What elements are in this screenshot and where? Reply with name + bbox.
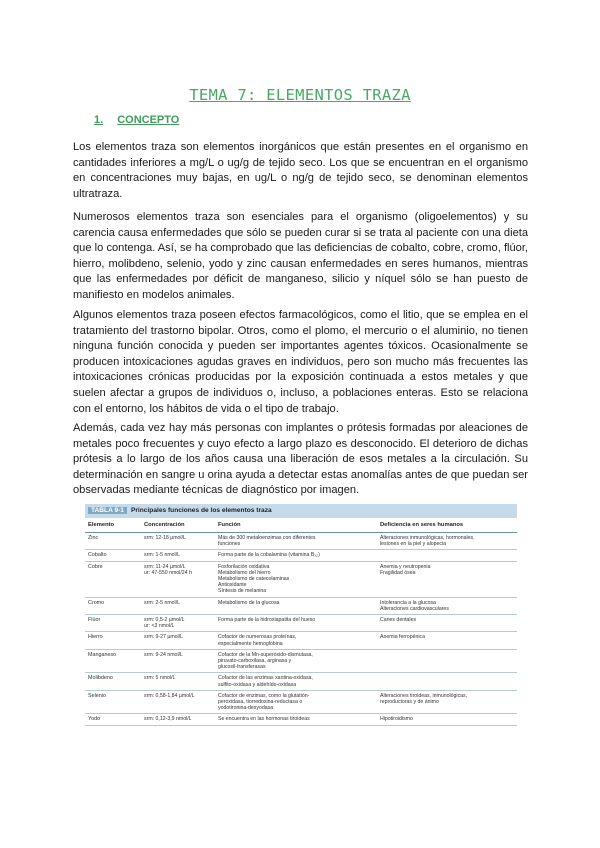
- table-row: [85, 597, 517, 614]
- table-row: [85, 649, 517, 673]
- cell-concentration: srm: 11-24 µmol/L ur: 47-550 nmol/24 h: [141, 561, 215, 597]
- table-row: [85, 550, 517, 561]
- cell-function: Metabolismo de la glucosa: [215, 597, 377, 614]
- cell-concentration: srm: 0,12-3,9 nmol/L: [141, 714, 215, 725]
- cell-function: Se encuentra en las hormonas tiroideas: [215, 714, 377, 725]
- table-row: [85, 714, 517, 725]
- table-caption: [85, 504, 517, 518]
- table-row: [85, 690, 517, 714]
- section-title: CONCEPTO: [117, 114, 180, 126]
- cell-function: Forma parte de la cobalamina (vitamina B₁₂): [215, 550, 377, 561]
- cell-element: Manganeso: [85, 649, 141, 673]
- cell-element: Cobre: [85, 561, 141, 597]
- cell-deficiency: Alteraciones inmunológicas, hormonales, lesiones en la piel y alopecia: [377, 533, 517, 550]
- page-title: TEMA 7: ELEMENTOS TRAZA: [189, 86, 411, 104]
- cell-deficiency: Intolerancia a la glucosa Alteraciones cardiovasculares: [377, 597, 517, 614]
- cell-element: Yodo: [85, 714, 141, 725]
- cell-deficiency: [377, 673, 517, 690]
- cell-function: Cofactor de la Mn-superóxido-dismutasa, piruvato-carboxilasa, arginasa y glucosil-transferasas: [215, 649, 377, 673]
- cell-function: Cofactor de enzimas, como la glutatión- peroxidasa, tiorredoxina-reductasa o yodotironina-desyodasa: [215, 690, 377, 714]
- table-title: Principales funciones de los elementos traza: [130, 507, 272, 514]
- cell-concentration: srm: 9-27 µmol/L: [141, 632, 215, 649]
- cell-deficiency: Hipotiroidismo: [377, 714, 517, 725]
- cell-concentration: srm: 0,58-1,84 µmol/L: [141, 690, 215, 714]
- cell-element: Selenio: [85, 690, 141, 714]
- cell-function: Forma parte de la hidroxiapatita del hueso: [215, 615, 377, 632]
- cell-deficiency: Anemia ferropénica: [377, 632, 517, 649]
- cell-element: Molibdeno: [85, 673, 141, 690]
- table-header-row: [85, 518, 517, 533]
- section-heading: [94, 114, 179, 126]
- header-function: Función: [215, 518, 377, 533]
- table-row: [85, 632, 517, 649]
- cell-concentration: srm: 0,5-2 µmol/L ur: <3 nmol/L: [141, 615, 215, 632]
- cell-deficiency: Anemia y neutropenia Fragilidad ósea: [377, 561, 517, 597]
- trace-elements-table: [85, 504, 517, 726]
- cell-concentration: srm: 9-24 nmol/L: [141, 649, 215, 673]
- cell-function: Fosforilación oxidativa Metabolismo del hierro Metabolismo de catecolaminas Antioxidante Síntesis de melanina: [215, 561, 377, 597]
- table-grid: [85, 518, 517, 726]
- paragraph-prosthesis: Además, cada vez hay más personas con implantes o prótesis formadas por aleaciones de metales poco frecuentes y cuyo efecto a largo plazo es desconocido. El deterioro de dichas prótesis a lo largo de los años causa una liberación de esos metales a la circulación. Su determinación en sangre u orina ayuda a detectar estas anomalías antes de que puedan ser observadas mediante técnicas de diagnóstico por imagen.: [73, 422, 528, 497]
- cell-deficiency: Caries dentales: [377, 615, 517, 632]
- table-row: [85, 615, 517, 632]
- header-concentration: Concentración: [141, 518, 215, 533]
- header-element: Elemento: [85, 518, 141, 533]
- table-row: [85, 561, 517, 597]
- cell-deficiency: [377, 649, 517, 673]
- cell-deficiency: Alteraciones tiroideas, inmunológicas, reproductoras y de ánimo: [377, 690, 517, 714]
- table-code: TABLA 9-1: [88, 507, 127, 514]
- cell-function: Cofactor de numerosas proteínas, especialmente hemoglobina: [215, 632, 377, 649]
- cell-deficiency: [377, 550, 517, 561]
- cell-concentration: srm: 5 nmol/L: [141, 673, 215, 690]
- table-row: [85, 673, 517, 690]
- cell-function: Cofactor de las enzimas xantina-oxidasa, sulfito-oxidasa y aldehído-oxidasa: [215, 673, 377, 690]
- cell-function: Más de 300 metaloenzimas con diferentes funciones: [215, 533, 377, 550]
- header-deficiency: Deficiencia en seres humanos: [377, 518, 517, 533]
- paragraph-pharmacological: Algunos elementos traza poseen efectos farmacológicos, como el litio, que se emplea en el tratamiento del trastorno bipolar. Otros, como el plomo, el mercurio o el aluminio, no tienen ninguna función conocida y pueden ser importantes agentes tóxicos. Ocasionalmente se producen intoxicaciones agudas graves en individuos, pero son mucho más frecuentes las intoxicaciones crónicas producidas por la exposición continuada a estos metales y que suelen afectar a grupos de individuos o, incluso, a poblaciones enteras. Esto se relaciona con el entorno, los hábitos de vida o el tipo de trabajo.: [73, 309, 528, 415]
- paragraph-definition: Los elementos traza son elementos inorgánicos que están presentes en el organismo en cantidades inferiores a mg/L o ug/g de tejido seco. Los que se encuentran en el organismo en concentraciones muy bajas, en ug/L o ng/g de tejido seco, se denominan elementos ultratraza.: [73, 141, 528, 200]
- cell-concentration: srm: 1-5 nmol/L: [141, 550, 215, 561]
- cell-concentration: srm: 12-18 µmol/L: [141, 533, 215, 550]
- section-number: 1.: [94, 114, 104, 126]
- cell-element: Zinc: [85, 533, 141, 550]
- cell-element: Flúor: [85, 615, 141, 632]
- cell-element: Cobalto: [85, 550, 141, 561]
- table-row: [85, 533, 517, 550]
- cell-element: Hierro: [85, 632, 141, 649]
- cell-concentration: srm: 2-5 nmol/L: [141, 597, 215, 614]
- cell-element: Cromo: [85, 597, 141, 614]
- paragraph-essential: Numerosos elementos traza son esenciales para el organismo (oligoelementos) y su carencia causa enfermedades que sólo se pueden curar si se trata al paciente con una dieta que lo contenga. Así, se ha comprobado que las deficiencias de cobalto, cobre, cromo, flúor, hierro, molibdeno, selenio, yodo y zinc causan enfermedades en seres humanos, mientras que las enfermedades por déficit de manganeso, silicio y níquel sólo se han puesto de manifiesto en modelos animales.: [73, 211, 528, 301]
